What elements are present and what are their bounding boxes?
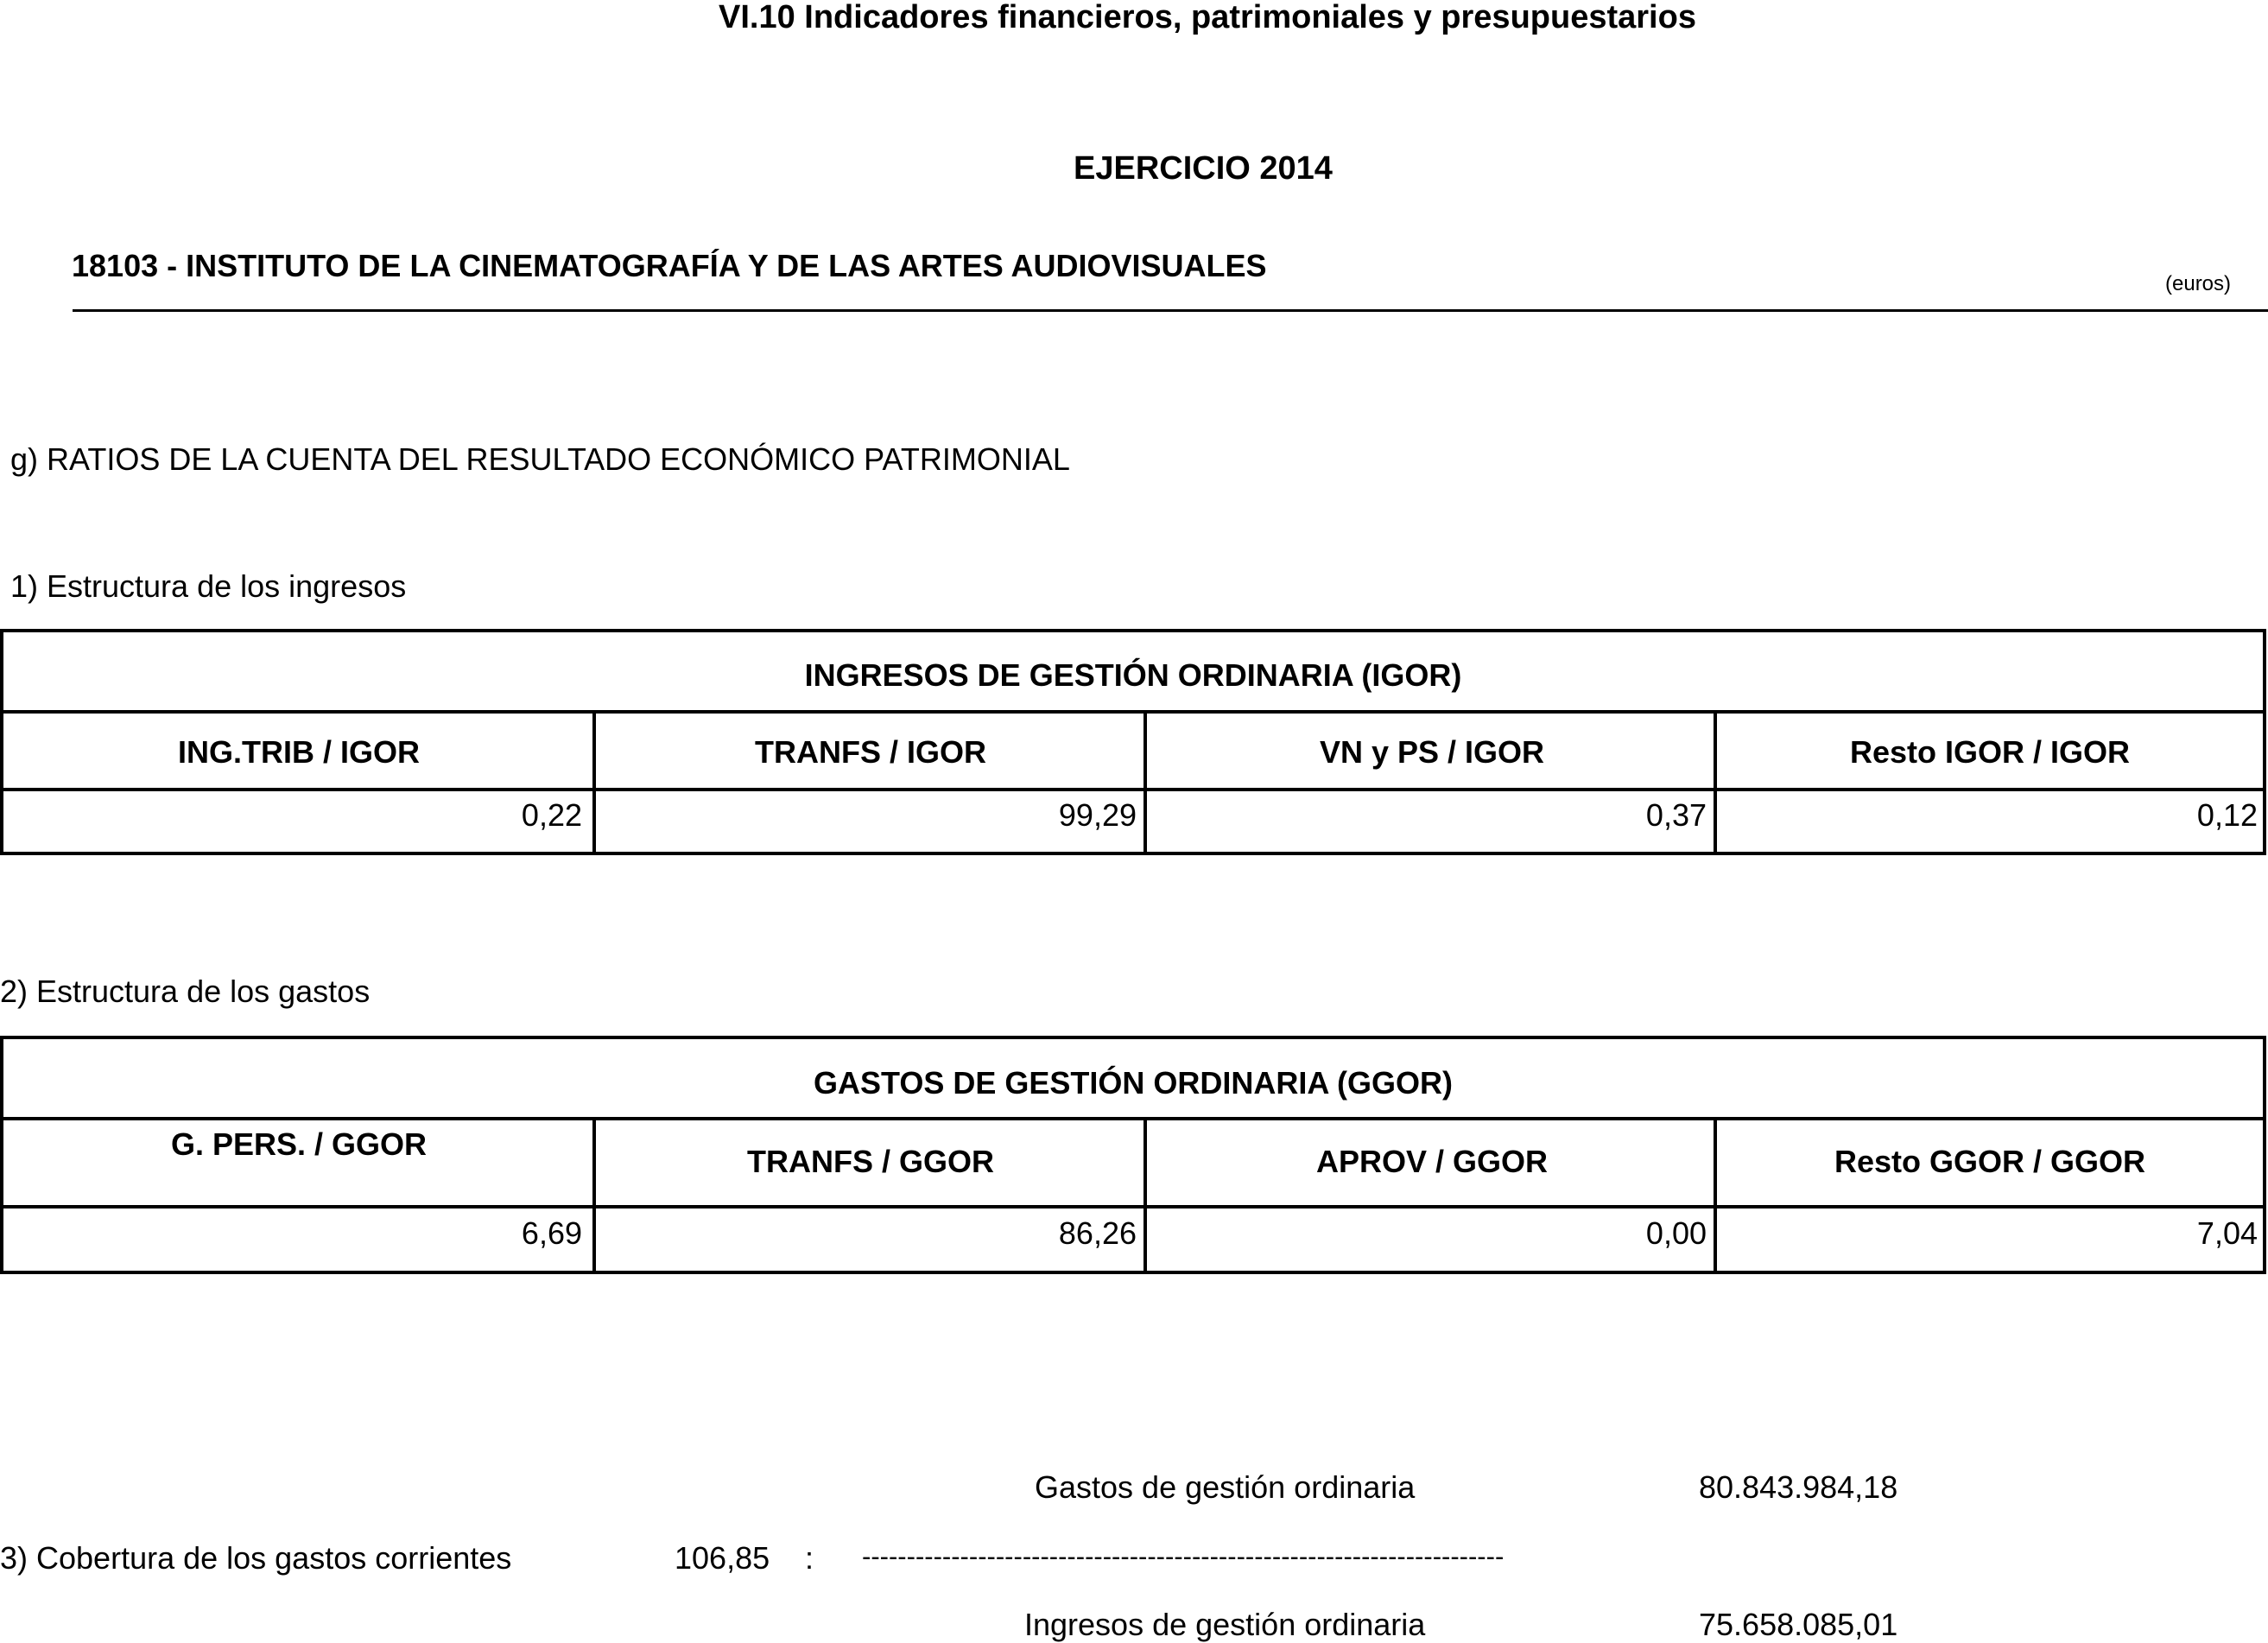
gastos-col-divider xyxy=(1144,1117,1147,1271)
gastos-header-cell: TRANFS / GGOR xyxy=(747,1144,994,1179)
cobertura-colon: : xyxy=(805,1540,814,1576)
unit-label: (euros) xyxy=(2165,272,2232,295)
cobertura-numerator-label: Gastos de gestión ordinaria xyxy=(1035,1469,1416,1505)
cobertura-denominator-label: Ingresos de gestión ordinaria xyxy=(1024,1607,1426,1642)
ingresos-table xyxy=(0,629,2266,855)
exercise-heading: EJERCICIO 2014 xyxy=(1074,150,1333,187)
cobertura-numerator-value: 80.843.984,18 xyxy=(1699,1469,1898,1505)
gastos-header-cell: G. PERS. / GGOR xyxy=(170,1126,428,1162)
ingresos-title-divider xyxy=(3,710,2263,714)
gastos-table-title: GASTOS DE GESTIÓN ORDINARIA (GGOR) xyxy=(813,1065,1454,1101)
ingresos-table-title: INGRESOS DE GESTIÓN ORDINARIA (IGOR) xyxy=(804,657,1462,693)
gastos-header-cell: Resto GGOR / GGOR xyxy=(1834,1144,2146,1179)
ingresos-col-divider xyxy=(1144,710,1147,852)
gastos-value-cell: 6,69 xyxy=(521,1215,582,1251)
gastos-col-divider xyxy=(1714,1117,1717,1271)
gastos-subtitle: 2) Estructura de los gastos xyxy=(0,974,371,1009)
ingresos-value-cell: 0,12 xyxy=(2196,797,2258,833)
gastos-title-divider xyxy=(3,1117,2263,1120)
cobertura-fraction-divider: ------------------------------------------------------------------------ xyxy=(862,1541,1505,1571)
cobertura-value: 106,85 xyxy=(675,1540,770,1576)
ingresos-header-cell: VN y PS / IGOR xyxy=(1319,734,1545,770)
header-rule xyxy=(73,309,2268,312)
gastos-col-divider xyxy=(592,1117,596,1271)
gastos-table xyxy=(0,1036,2266,1274)
gastos-value-cell: 0,00 xyxy=(1645,1215,1707,1251)
ingresos-header-cell: ING.TRIB / IGOR xyxy=(177,734,420,770)
document-title: VI.10 Indicadores financieros, patrimoniales y presupuestarios xyxy=(719,0,1696,35)
ingresos-col-divider xyxy=(1714,710,1717,852)
ingresos-header-cell: TRANFS / IGOR xyxy=(755,734,986,770)
cobertura-denominator-value: 75.658.085,01 xyxy=(1699,1607,1898,1642)
ingresos-col-divider xyxy=(592,710,596,852)
cobertura-label: 3) Cobertura de los gastos corrientes xyxy=(0,1540,512,1576)
gastos-value-cell: 86,26 xyxy=(1058,1215,1137,1251)
ingresos-subtitle: 1) Estructura de los ingresos xyxy=(10,568,407,604)
ingresos-header-cell: Resto IGOR / IGOR xyxy=(1849,734,2131,770)
gastos-header-cell: APROV / GGOR xyxy=(1315,1144,1549,1179)
gastos-header-divider xyxy=(3,1205,2263,1208)
ingresos-header-divider xyxy=(3,788,2263,791)
entity-heading: 18103 - INSTITUTO DE LA CINEMATOGRAFÍA Y DE LAS ARTES AUDIOVISUALES xyxy=(72,248,1267,283)
ingresos-value-cell: 0,37 xyxy=(1645,797,1707,833)
ingresos-value-cell: 0,22 xyxy=(521,797,582,833)
gastos-value-cell: 7,04 xyxy=(2196,1215,2258,1251)
section-title: g) RATIOS DE LA CUENTA DEL RESULTADO ECONÓMICO PATRIMONIAL xyxy=(10,441,1070,477)
ingresos-value-cell: 99,29 xyxy=(1058,797,1137,833)
